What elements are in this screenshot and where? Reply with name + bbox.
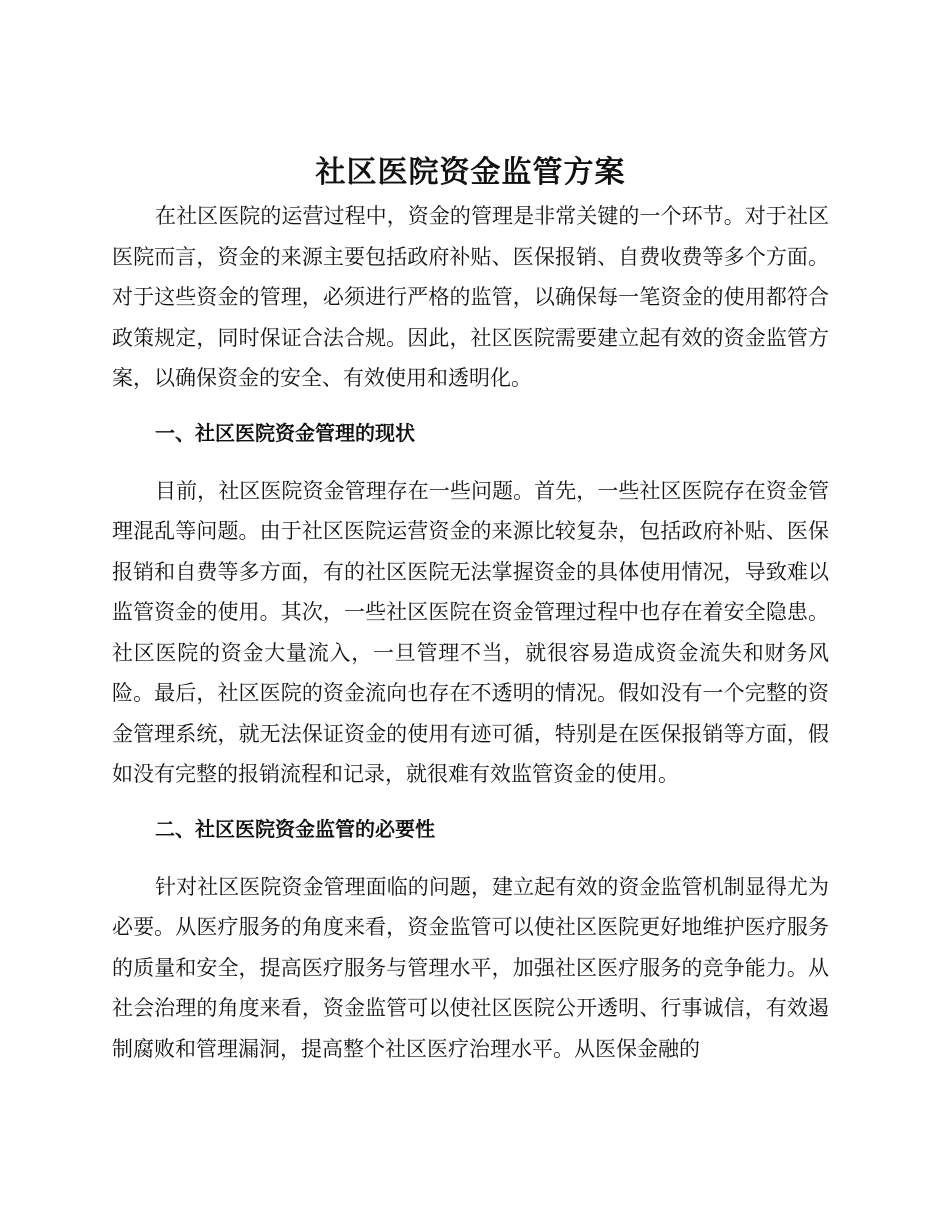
section-heading-necessity: 二、社区医院资金监管的必要性 [155, 816, 435, 841]
section-body-status: 目前，社区医院资金管理存在一些问题。首先，一些社区医院存在资金管理混乱等问题。由于社区医院运营资金的来源比较复杂，包括政府补贴、医保报销和自费等多方面，有的社区医院无法掌握资金的具体使用情况，导致难以监管资金的使用。其次，一些社区医院在资金管理过程中也存在着安全隐患。社区医院的资金大量流入，一旦管理不当，就很容易造成资金流失和财务风险。最后，社区医院的资金流向也存在不透明的情况。假如没有一个完整的资金管理系统，就无法保证资金的使用有迹可循，特别是在医保报销等方面，假如没有完整的报销流程和记录，就很难有效监管资金的使用。 [112, 478, 829, 786]
document-title: 社区医院资金监管方案 [315, 155, 626, 190]
intro-paragraph: 在社区医院的运营过程中，资金的管理是非常关键的一个环节。对于社区医院而言，资金的来源主要包括政府补贴、医保报销、自费收费等多个方面。对于这些资金的管理，必须进行严格的监管，以确保每一笔资金的使用都符合政策规定，同时保证合法合规。因此，社区医院需要建立起有效的资金监管方案，以确保资金的安全、有效使用和透明化。 [112, 204, 829, 390]
document-page [112, 150, 829, 1069]
section-body-necessity: 针对社区医院资金管理面临的问题，建立起有效的资金监管机制显得尤为必要。从医疗服务的角度来看，资金监管可以使社区医院更好地维护医疗服务的质量和安全，提高医疗服务与管理水平，加强社区医疗服务的竞争能力。从社会治理的角度来看，资金监管可以使社区医院公开透明、行事诚信，有效遏制腐败和管理漏洞，提高整个社区医疗治理水平。从医保金融的 [112, 874, 829, 1061]
section-heading-status: 一、社区医院资金管理的现状 [155, 420, 415, 445]
